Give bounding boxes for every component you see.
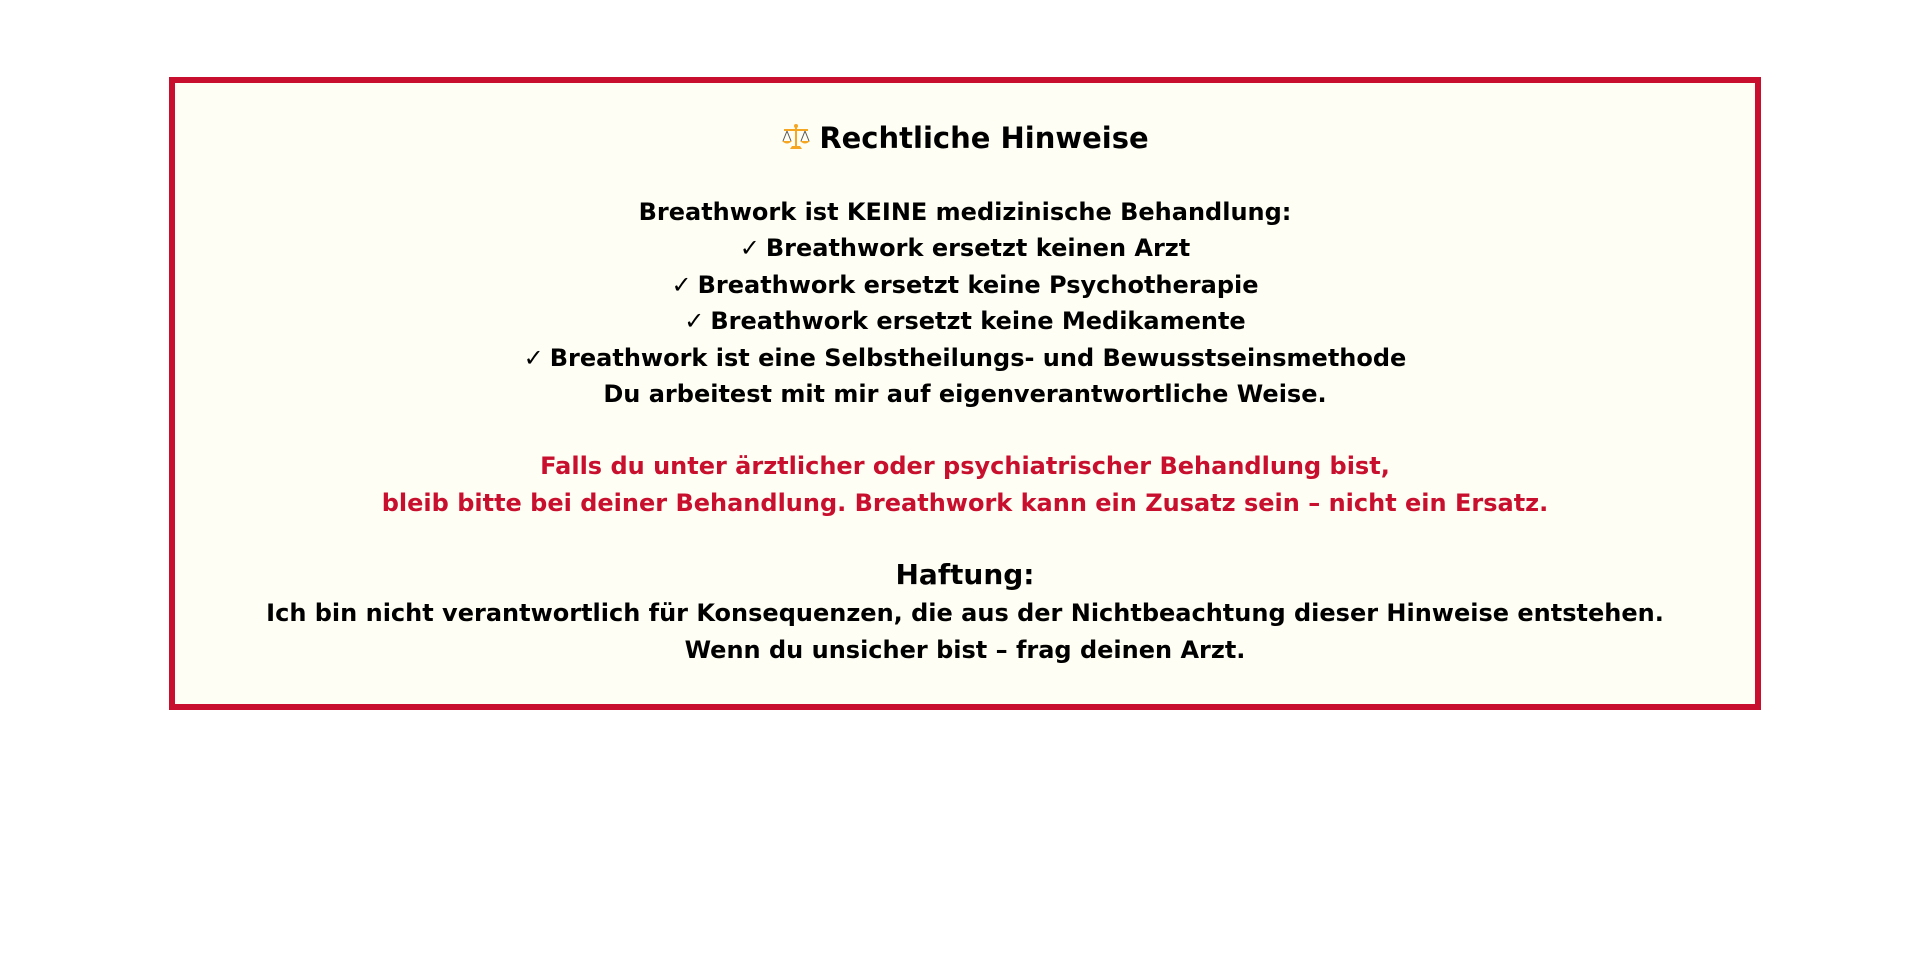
liability-heading: Haftung: — [895, 558, 1035, 592]
warning-line-2: bleib bitte bei deiner Behandlung. Breathwork kann ein Zusatz sein – nicht ein Ersatz. — [381, 488, 1549, 517]
liability-line-1: Ich bin nicht verantwortlich für Konsequenzen, die aus der Nichtbeachtung dieser Hinweise entstehen. — [266, 599, 1664, 628]
check-icon: ✓ — [671, 270, 692, 299]
legal-notice-box — [169, 77, 1761, 710]
list-item — [175, 340, 1755, 376]
check-icon: ✓ — [523, 343, 544, 372]
list-item-text: Breathwork ersetzt keine Psychotherapie — [697, 270, 1259, 299]
disclaimer-heading: Breathwork ist KEINE medizinische Behandlung: — [638, 198, 1292, 226]
check-icon: ✓ — [684, 307, 705, 336]
disclaimer-section — [175, 194, 1755, 412]
list-item — [175, 303, 1755, 339]
check-icon: ✓ — [739, 234, 760, 263]
list-item-text: Breathwork ist eine Selbstheilungs- und Bewusstseinsmethode — [549, 343, 1407, 372]
page-title — [175, 120, 1755, 156]
list-item — [175, 230, 1755, 266]
list-item-text: Breathwork ersetzt keinen Arzt — [765, 234, 1191, 263]
warning-line-1: Falls du unter ärztlicher oder psychiatrischer Behandlung bist, — [540, 452, 1390, 481]
liability-line-2: Wenn du unsicher bist – frag deinen Arzt. — [684, 635, 1246, 664]
list-item-text: Breathwork ersetzt keine Medikamente — [710, 307, 1246, 336]
title-text: Rechtliche Hinweise — [819, 121, 1149, 155]
disclaimer-closing: Du arbeitest mit mir auf eigenverantwortliche Weise. — [603, 380, 1327, 409]
list-item — [175, 267, 1755, 303]
balance-scale-icon — [781, 122, 811, 152]
liability-section — [175, 555, 1755, 668]
warning-section — [175, 448, 1755, 521]
